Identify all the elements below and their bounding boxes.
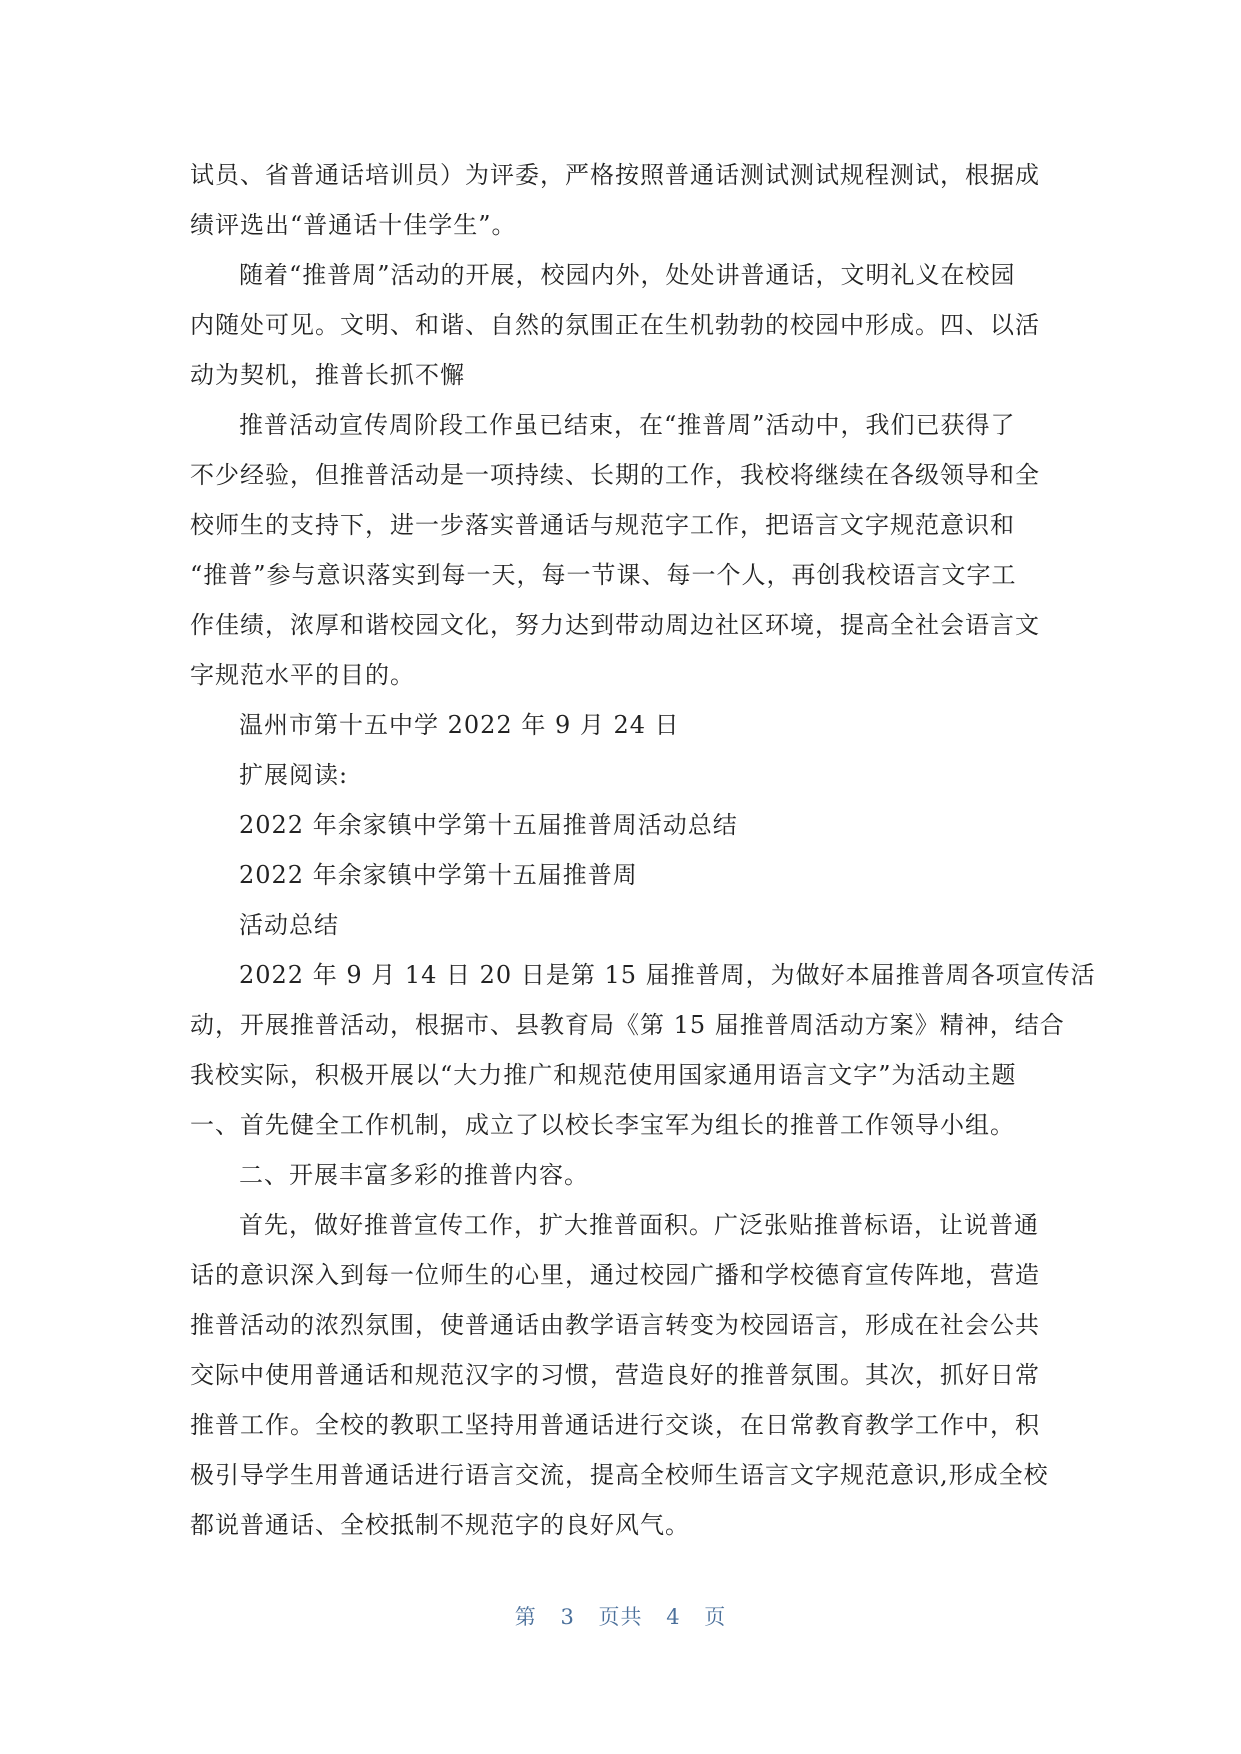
text-line-26: 推普工作。全校的教职工坚持用普通话进行交谈，在日常教育教学工作中，积: [190, 1411, 1040, 1439]
text-line-25: 交际中使用普通话和规范汉字的习惯，营造良好的推普氛围。其次，抓好日常: [190, 1361, 1040, 1389]
footer-total-pages: 4: [666, 1605, 681, 1629]
text-line-22: 首先，做好推普宣传工作，扩大推普面积。广泛张贴推普标语，让说普通: [239, 1211, 1039, 1239]
text-line-20: 一、首先健全工作机制，成立了以校长李宝军为组长的推普工作领导小组。: [190, 1111, 1015, 1139]
text-line-6: 推普活动宣传周阶段工作虽已结束，在“推普周”活动中，我们已获得了: [239, 411, 1016, 439]
text-line-28: 都说普通话、全校抵制不规范字的良好风气。: [190, 1511, 690, 1539]
text-line-24: 推普活动的浓烈氛围，使普通话由教学语言转变为校园语言，形成在社会公共: [190, 1311, 1040, 1339]
text-line-7: 不少经验，但推普活动是一项持续、长期的工作，我校将继续在各级领导和全: [190, 461, 1040, 489]
extended-reading-heading-1: 2022 年余家镇中学第十五届推普周: [239, 861, 638, 889]
section-heading-2: 二、开展丰富多彩的推普内容。: [239, 1161, 589, 1189]
signature-date-line: 温州市第十五中学 2022 年 9 月 24 日: [239, 711, 680, 739]
extended-reading-label: 扩展阅读:: [239, 761, 349, 789]
text-line-17: 2022 年 9 月 14 日 20 日是第 15 届推普周，为做好本届推普周各项宣传活: [239, 961, 1096, 989]
page-footer: [0, 1604, 1241, 1630]
text-line-9: “推普”参与意识落实到每一天，每一节课、每一个人，再创我校语言文字工: [190, 561, 1017, 589]
text-line-10: 作佳绩，浓厚和谐校园文化，努力达到带动周边社区环境，提高全社会语言文: [190, 611, 1040, 639]
text-line-19: 我校实际，积极开展以“大力推广和规范使用国家通用语言文字”为活动主题: [190, 1061, 1017, 1089]
text-line-11: 字规范水平的目的。: [190, 661, 415, 689]
text-line-8: 校师生的支持下，进一步落实普通话与规范字工作，把语言文字规范意识和: [190, 511, 1015, 539]
text-line-27: 极引导学生用普通话进行语言交流，提高全校师生语言文字规范意识,形成全校: [190, 1461, 1049, 1489]
text-line-23: 话的意识深入到每一位师生的心里，通过校园广播和学校德育宣传阵地，营造: [190, 1261, 1040, 1289]
footer-current-page: 3: [560, 1605, 575, 1629]
text-line-1: 试员、省普通话培训员）为评委，严格按照普通话测试测试规程测试，根据成: [190, 161, 1040, 189]
text-line-4: 内随处可见。文明、和谐、自然的氛围正在生机勃勃的校园中形成。四、以活: [190, 311, 1040, 339]
footer-prefix: 第: [514, 1605, 537, 1629]
text-line-18: 动，开展推普活动，根据市、县教育局《第 15 届推普周活动方案》精神，结合: [190, 1011, 1065, 1039]
extended-reading-title: 2022 年余家镇中学第十五届推普周活动总结: [239, 811, 738, 839]
footer-suffix: 页: [704, 1605, 727, 1629]
text-line-5: 动为契机，推普长抓不懈: [190, 361, 465, 389]
extended-reading-heading-2: 活动总结: [239, 911, 339, 939]
footer-middle: 页共: [598, 1605, 643, 1629]
text-line-2: 绩评选出“普通话十佳学生”。: [190, 211, 517, 239]
text-line-3: 随着“推普周”活动的开展，校园内外，处处讲普通话，文明礼义在校园: [239, 261, 1016, 289]
